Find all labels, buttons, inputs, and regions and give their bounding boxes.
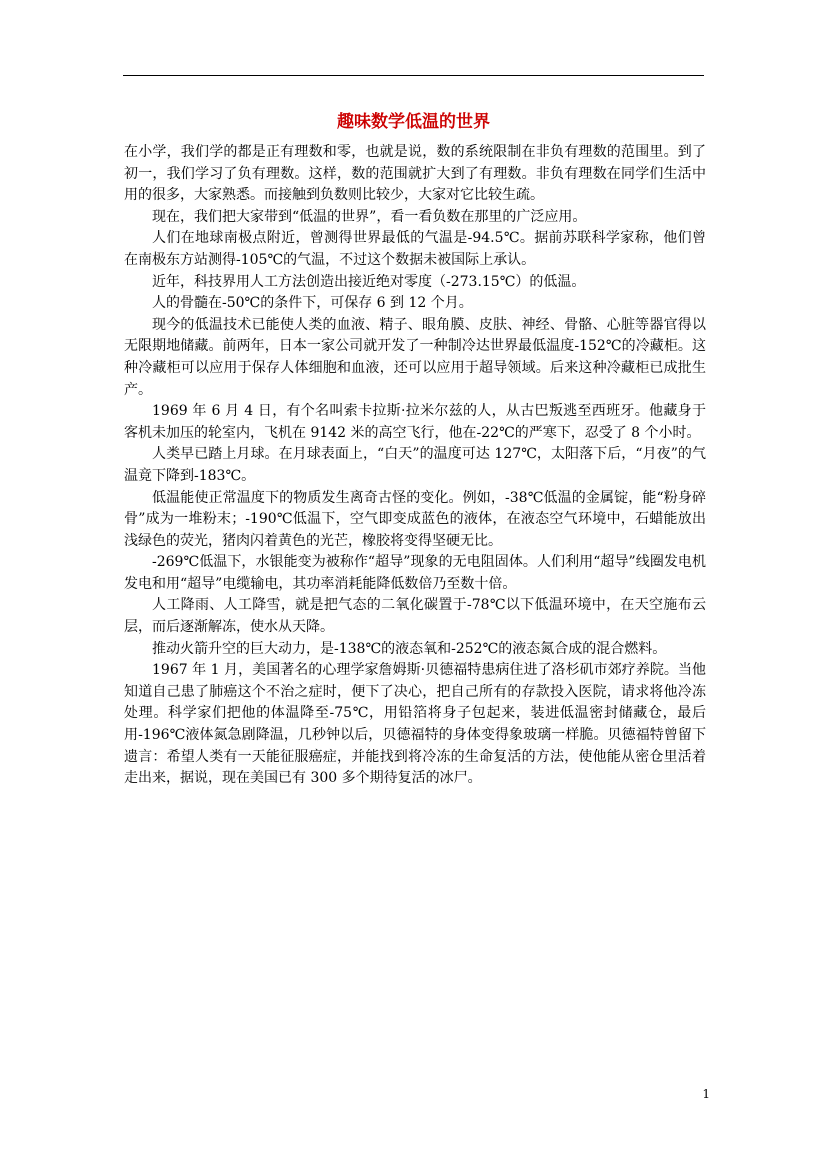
header-rule [123,75,704,76]
paragraph-9: 低温能使正常温度下的物质发生离奇古怪的变化。例如，-38℃低温的金属锭，能“粉身碎骨”成为一堆粉末；-190℃低温下，空气即变成蓝色的液体，在液态空气环境中，石蜡能放出浅绿色的荧光，猪肉闪着黄色的光芒，橡胶将变得坚硬无比。 [124,489,706,549]
paragraph-12: 推动火箭升空的巨大动力，是-138℃的液态氧和-252℃的液态氮合成的混合燃料。 [152,640,667,657]
paragraph-8: 人类早已踏上月球。在月球表面上，“白天”的温度可达 127℃，太阳落下后，“月夜”的气温竟下降到-183℃。 [124,446,706,484]
document-title: 趣味数学低温的世界 [337,112,490,132]
paragraph-3: 人们在地球南极点附近，曾测得世界最低的气温是-94.5℃。据前苏联科学家称，他们曾在南极东方站测得-105℃的气温，不过这个数据未被国际上承认。 [124,230,706,268]
paragraph-6: 现今的低温技术已能使人类的血液、精子、眼角膜、皮肤、神经、骨骼、心脏等器官得以无限期地储藏。前两年，日本一家公司就开发了一种制冷达世界最低温度-152℃的冷藏柜。这种冷藏柜可以应用于保存人体细胞和血液，还可以应用于超导领域。后来这种冷藏柜已成批生产。 [124,316,706,398]
paragraph-11: 人工降雨、人工降雪，就是把气态的二氧化碳置于-78℃以下低温环境中，在天空施布云层，而后逐渐解冻，使水从天降。 [124,597,706,636]
paragraph-2: 现在，我们把大家带到“低温的世界”，看一看负数在那里的广泛应用。 [152,208,587,225]
paragraph-4: 近年，科技界用人工方法创造出接近绝对零度（-273.15℃）的低温。 [152,273,586,290]
paragraph-1: 在小学，我们学的都是正有理数和零，也就是说，数的系统限制在非负有理数的范围里。到了初一，我们学习了负有理数。这样，数的范围就扩大到了有理数。非负有理数在同学们生活中用的很多，大家熟悉。而接触到负数则比较少，大家对它比较生疏。 [124,144,706,204]
paragraph-7: 1969 年 6 月 4 日，有个名叫索卡拉斯·拉米尔兹的人，从古巴叛逃至西班牙。他藏身于客机未加压的轮室内，飞机在 9142 米的高空飞行，他在-22℃的严寒下，忍受了 8 个小时。 [124,403,706,441]
paragraph-13: 1967 年 1 月，美国著名的心理学家詹姆斯·贝德福特患病住进了洛杉矶市郊疗养院。当他知道自己患了肺癌这个不治之症时，便下了决心，把自己所有的存款投入医院，请求将他冷冻处理。科学家们把他的体温降至-75℃，用铅箔将身子包起来，装进低温密封储藏仓，最后用-196℃液体氮急剧降温，几秒钟以后，贝德福特的身体变得象玻璃一样脆。贝德福特曾留下遗言：希望人类有一天能征服癌症，并能找到将冷冻的生命复活的方法，使他能从密仓里活着走出来，据说，现在美国已有 300 多个期待复活的冰尸。 [124,662,706,787]
paragraph-5: 人的骨髓在-50℃的条件下，可保存 6 到 12 个月。 [152,295,473,312]
page-number: 1 [702,1087,710,1101]
document-body [124,142,706,790]
paragraph-10: -269℃低温下，水银能变为被称作“超导”现象的无电阻固体。人们利用“超导”线圈发电机发电和用“超导”电缆输电，其功率消耗能降低数倍乃至数十倍。 [124,554,706,592]
